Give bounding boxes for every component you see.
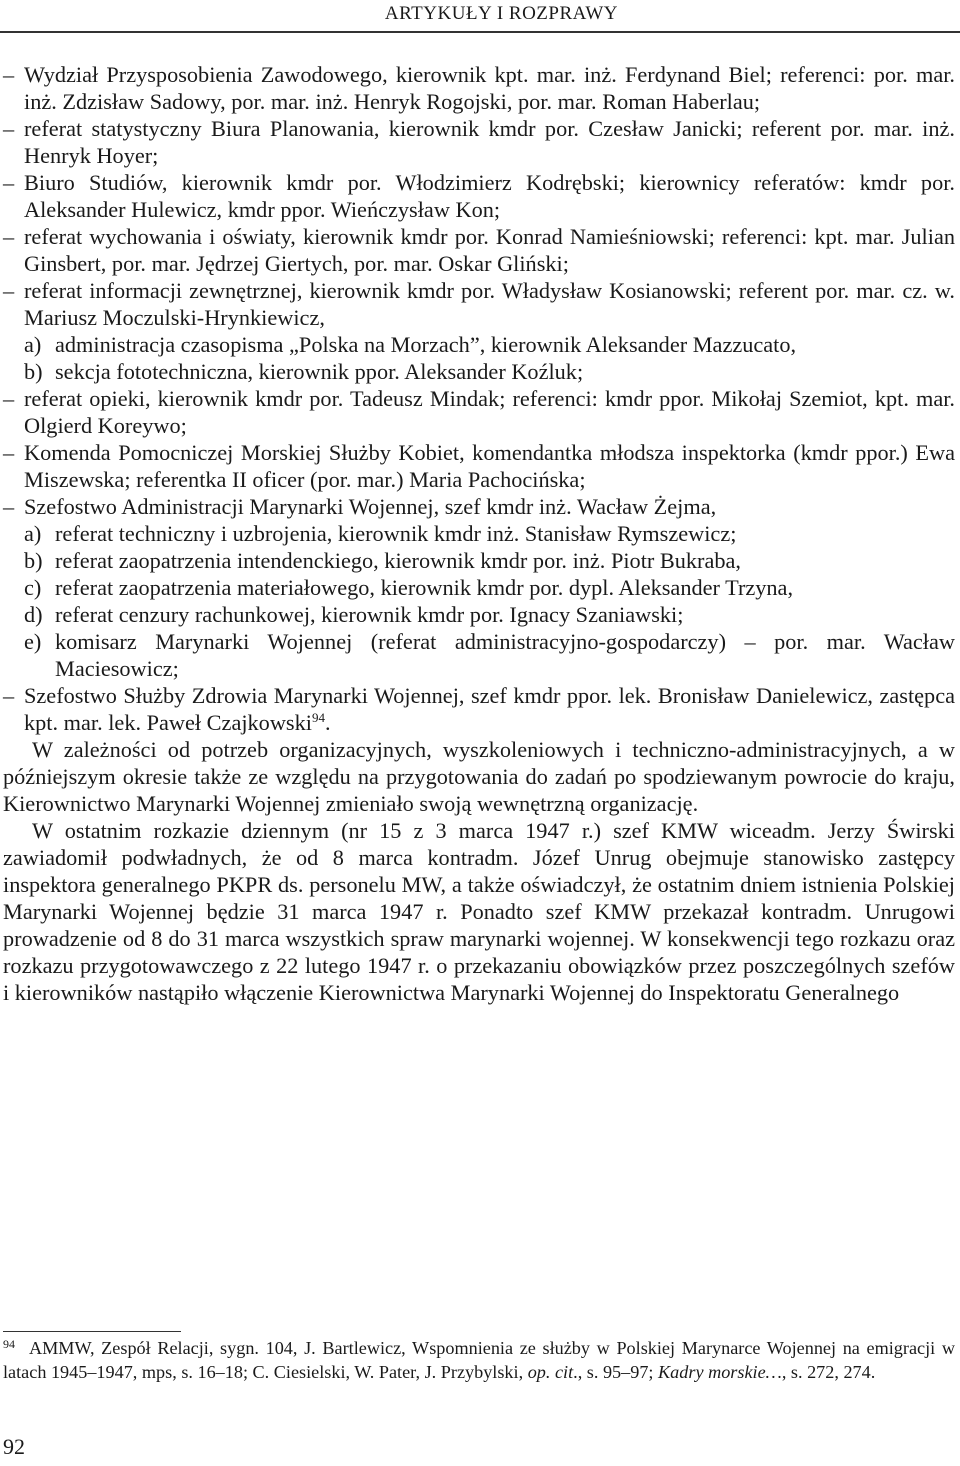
sub-item (3, 331, 955, 358)
list-item (3, 385, 955, 439)
sub-item-letter: b) (24, 359, 43, 384)
sub-item-text: referat cenzury rachunkowej, kierownik kmdr por. Ignacy Szaniawski; (55, 602, 684, 627)
list-item-text: Szefostwo Administracji Marynarki Wojennej, szef kmdr inż. Wacław Żejma, (24, 494, 717, 519)
list-dash: – (3, 494, 15, 519)
sub-item-text: administracja czasopisma „Polska na Morzach”, kierownik Aleksander Mazzucato, (55, 332, 797, 357)
sub-item-text: referat techniczny i uzbrojenia, kierownik kmdr inż. Stanisław Rymszewicz; (55, 521, 737, 546)
list-dash: – (3, 224, 15, 249)
list-item (3, 682, 955, 736)
list-item-text: referat statystyczny Biura Planowania, kierownik kmdr por. Czesław Janicki; referent por. mar. inż. Henryk Hoyer; (24, 116, 955, 168)
page-number: 92 (3, 1434, 25, 1459)
footnote-text: ., s. 95–97; (573, 1361, 659, 1382)
list-item-text: Wydział Przysposobienia Zawodowego, kierownik kpt. mar. inż. Ferdynand Biel; referenci: por. mar. inż. Zdzisław Sadowy, por. mar. inż. Henryk Rogojski, por. mar. Roman Haberlau; (24, 62, 955, 114)
sub-item-letter: b) (24, 548, 43, 573)
sub-item-text: referat zaopatrzenia intendenckiego, kierownik kmdr por. inż. Piotr Bukraba, (55, 548, 741, 573)
sub-item-letter: a) (24, 521, 42, 546)
running-header (0, 0, 960, 36)
main-text (3, 61, 955, 1006)
sub-item-text: referat zaopatrzenia materiałowego, kierownik kmdr por. dypl. Aleksander Trzyna, (55, 575, 794, 600)
sub-item (3, 574, 955, 601)
list-item-text: referat informacji zewnętrznej, kierownik kmdr por. Władysław Kosianowski; referent por. mar. cz. w. Mariusz Moczulski-Hrynkiewicz, (24, 278, 955, 330)
list-item (3, 439, 955, 493)
list-item (3, 277, 955, 331)
running-title: ARTYKUŁY I ROZPRAWY (384, 3, 618, 24)
list-dash: – (3, 170, 15, 195)
list-item-text: referat wychowania i oświaty, kierownik kmdr por. Konrad Namieśniowski; referenci: kpt. mar. Julian Ginsbert, por. mar. Jędrzej Giertych, por. mar. Oskar Gliński; (24, 224, 955, 276)
sub-item (3, 628, 955, 682)
footnote-italic: Kadry morskie… (658, 1361, 782, 1382)
footnote-text: , s. 272, 274. (781, 1361, 876, 1382)
footnote-number: 94 (3, 1337, 15, 1351)
list-item (3, 115, 955, 169)
list-item (3, 223, 955, 277)
paragraph: W ostatnim rozkazie dziennym (nr 15 z 3 marca 1947 r.) szef KMW wiceadm. Jerzy Świrski zawiadomił podwładnych, że od 8 marca kontradm. Józef Unrug obejmuje stanowisko zastępcy inspektora generalnego PKPR ds. personelu MW, a także oświadczył, że ostatnim dniem istnienia Polskiej Marynarki Wojennej będzie 31 marca 1947 r. Ponadto szef KMW przekazał kontradm. Unrugowi prowadzenie od 8 do 31 marca wszystkich spraw marynarki wojennej. W konsekwencji tego rozkazu oraz rozkazu przygotowawczego z 22 lutego 1947 r. o przekazaniu obowiązków przez poszczególnych szefów i kierowników nastąpiło włączenie Kierownictwa Marynarki Wojennej do Inspektoratu Generalnego (3, 818, 955, 1005)
list-item (3, 493, 955, 520)
list-dash: – (3, 683, 15, 708)
list-dash: – (3, 278, 15, 303)
footnote-text: AMMW, Zespół Relacji, sygn. 104, J. Bartlewicz, Wspomnienia ze służby w Polskiej Marynarce Wojennej na emigracji w latach 1945–1947, mps, s. 16–18; C. Ciesielski, W. Pater, J. Przybylski, (3, 1338, 955, 1382)
list-item (3, 61, 955, 115)
list-item-text: Szefostwo Służby Zdrowia Marynarki Wojennej, szef kmdr ppor. lek. Bronisław Danielewicz, zastępca kpt. mar. lek. Paweł Czajkowski (24, 683, 955, 735)
list-dash: – (3, 440, 15, 465)
sub-item-text: komisarz Marynarki Wojennej (referat administracyjno-gospodarczy) – por. mar. Wacław Maciesowicz; (55, 629, 955, 681)
list-item-text: referat opieki, kierownik kmdr por. Tadeusz Mindak; referenci: kmdr ppor. Mikołaj Szemiot, kpt. mar. Olgierd Koreywo; (24, 386, 955, 438)
footnote (3, 1337, 955, 1384)
paragraph: W zależności od potrzeb organizacyjnych, wyszkoleniowych i techniczno-administracyjnych, a w późniejszym okresie także ze względu na przygotowania do zadań po spodziewanym powrocie do kraju, Kierownictwo Marynarki Wojennej zmieniało swoją wewnętrzną organizację. (3, 737, 955, 816)
list-dash: – (3, 386, 15, 411)
sub-item (3, 601, 955, 628)
list-item-text: Biuro Studiów, kierownik kmdr por. Włodzimierz Kodrębski; kierownicy referatów: kmdr por. Aleksander Hulewicz, kmdr ppor. Wieńczysław Kon; (24, 170, 955, 222)
footnote-italic: op. cit (527, 1361, 574, 1382)
sub-item-text: sekcja fototechniczna, kierownik ppor. Aleksander Koźluk; (55, 359, 584, 384)
sub-item (3, 358, 955, 385)
footnote-reference[interactable]: 94 (311, 710, 325, 725)
sub-item (3, 547, 955, 574)
list-dash: – (3, 62, 15, 87)
list-item-end: . (324, 710, 331, 735)
list-item-text: Komenda Pomocniczej Morskiej Służby Kobiet, komendantka młodsza inspektorka (kmdr ppor.) Ewa Miszewska; referentka II oficer (por. mar.) Maria Pachocińska; (24, 440, 955, 492)
sub-item-letter: a) (24, 332, 42, 357)
sub-item-letter: c) (24, 575, 42, 600)
sub-item (3, 520, 955, 547)
sub-item-letter: d) (24, 602, 43, 627)
footnote-rule (3, 1331, 181, 1332)
list-dash: – (3, 116, 15, 141)
list-item (3, 169, 955, 223)
sub-item-letter: e) (24, 629, 42, 654)
header-rule (0, 31, 960, 33)
